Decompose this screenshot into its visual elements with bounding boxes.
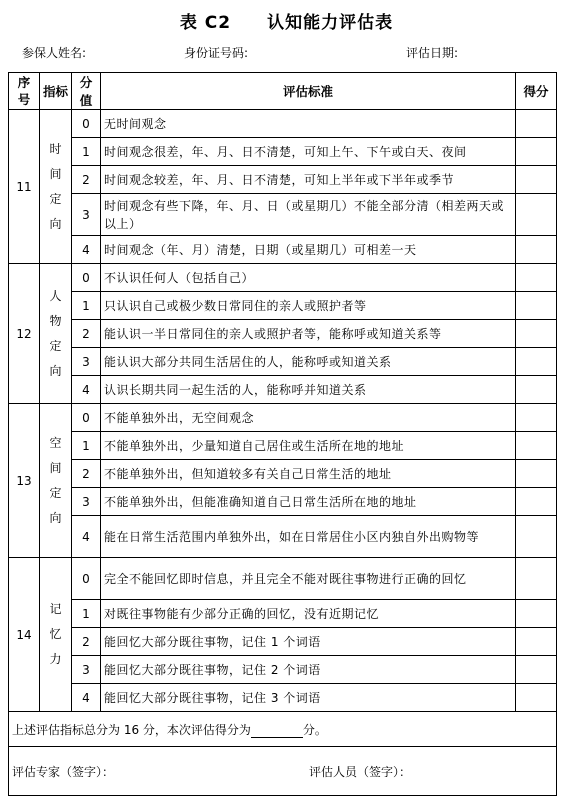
table-row <box>9 236 557 264</box>
table-row <box>9 558 557 600</box>
table-row <box>9 194 557 236</box>
standard-text: 能回忆大部分既往事物，记住 3 个词语 <box>101 684 516 712</box>
score-cell[interactable] <box>516 558 557 600</box>
indicator-text: 空 间 定 向 <box>49 435 62 525</box>
score-value: 3 <box>72 488 101 516</box>
standard-text: 不认识任何人（包括自己） <box>101 264 516 292</box>
summary-cell <box>9 712 557 747</box>
table-row <box>9 320 557 348</box>
standard-text: 能认识大部分共同生活居住的人，能称呼或知道关系 <box>101 348 516 376</box>
score-value: 4 <box>72 236 101 264</box>
score-value: 4 <box>72 516 101 558</box>
score-value: 1 <box>72 292 101 320</box>
score-value: 0 <box>72 558 101 600</box>
summary-text: 上述评估指标总分为 16 分，本次评估得分为 <box>12 722 251 737</box>
score-value: 3 <box>72 194 101 236</box>
standard-text: 只认识自己或极少数日常同住的亲人或照护者等 <box>101 292 516 320</box>
group-indicator <box>40 264 72 404</box>
score-value: 1 <box>72 138 101 166</box>
score-cell[interactable] <box>516 684 557 712</box>
standard-text: 能认识一半日常同住的亲人或照护者等，能称呼或知道关系等 <box>101 320 516 348</box>
score-value: 1 <box>72 600 101 628</box>
score-cell[interactable] <box>516 460 557 488</box>
table-row <box>9 684 557 712</box>
standard-text: 无时间观念 <box>101 110 516 138</box>
score-value: 2 <box>72 320 101 348</box>
score-cell[interactable] <box>516 488 557 516</box>
standard-text: 对既往事物能有少部分正确的回忆，没有近期记忆 <box>101 600 516 628</box>
page-title: 表 C2 认知能力评估表 <box>179 13 394 33</box>
header-standard: 评估标准 <box>101 73 516 110</box>
score-value: 1 <box>72 432 101 460</box>
group-indicator <box>40 558 72 712</box>
standard-text: 认识长期共同一起生活的人，能称呼并知道关系 <box>101 376 516 404</box>
score-value: 0 <box>72 404 101 432</box>
signature-row <box>9 747 557 796</box>
insured-name-label: 参保人姓名: <box>22 46 87 60</box>
table-row <box>9 138 557 166</box>
table-row <box>9 166 557 194</box>
standard-text: 完全不能回忆即时信息，并且完全不能对既往事物进行正确的回忆 <box>101 558 516 600</box>
table-row <box>9 264 557 292</box>
score-cell[interactable] <box>516 348 557 376</box>
standard-text: 时间观念（年、月）清楚，日期（或星期几）可相差一天 <box>101 236 516 264</box>
score-cell[interactable] <box>516 404 557 432</box>
table-row <box>9 488 557 516</box>
table-row <box>9 460 557 488</box>
standard-text: 时间观念较差，年、月、日不清楚，可知上半年或下半年或季节 <box>101 166 516 194</box>
score-value: 2 <box>72 460 101 488</box>
group-seq: 11 <box>9 110 40 264</box>
group-seq: 13 <box>9 404 40 558</box>
header-indicator: 指标 <box>40 73 72 110</box>
expert-signature-label: 评估专家（签字）： <box>12 764 115 779</box>
table-row <box>9 656 557 684</box>
score-cell[interactable] <box>516 264 557 292</box>
table-row <box>9 628 557 656</box>
standard-text: 时间观念很差，年、月、日不清楚，可知上午、下午或白天、夜间 <box>101 138 516 166</box>
group-indicator <box>40 404 72 558</box>
standard-text: 不能单独外出，但知道较多有关自己日常生活的地址 <box>101 460 516 488</box>
score-cell[interactable] <box>516 194 557 236</box>
assessor-signature-label: 评估人员（签字）： <box>309 764 412 779</box>
standard-text: 不能单独外出，但能准确知道自己日常生活所在地的地址 <box>101 488 516 516</box>
score-cell[interactable] <box>516 628 557 656</box>
group-indicator <box>40 110 72 264</box>
header-row <box>9 73 557 110</box>
table-row <box>9 348 557 376</box>
standard-text: 不能单独外出，无空间观念 <box>101 404 516 432</box>
score-cell[interactable] <box>516 320 557 348</box>
table-row <box>9 376 557 404</box>
score-cell[interactable] <box>516 656 557 684</box>
score-cell[interactable] <box>516 166 557 194</box>
standard-text: 能回忆大部分既往事物，记住 2 个词语 <box>101 656 516 684</box>
header-score-value: 分值 <box>72 73 101 110</box>
standard-text: 不能单独外出，少量知道自己居住或生活所在地的地址 <box>101 432 516 460</box>
table-row <box>9 110 557 138</box>
standard-text: 时间观念有些下降，年、月、日（或星期几）不能全部分清（相差两天或以上） <box>101 194 516 236</box>
score-cell[interactable] <box>516 516 557 558</box>
table-row <box>9 516 557 558</box>
score-cell[interactable] <box>516 432 557 460</box>
group-seq: 12 <box>9 264 40 404</box>
score-value: 2 <box>72 628 101 656</box>
indicator-text: 记 忆 力 <box>49 602 62 666</box>
score-value: 3 <box>72 348 101 376</box>
score-value: 0 <box>72 110 101 138</box>
indicator-text: 时 间 定 向 <box>49 141 62 231</box>
standard-text: 能回忆大部分既往事物，记住 1 个词语 <box>101 628 516 656</box>
score-value: 2 <box>72 166 101 194</box>
score-cell[interactable] <box>516 110 557 138</box>
score-cell[interactable] <box>516 600 557 628</box>
summary-unit: 分。 <box>302 722 327 737</box>
id-number-label: 身份证号码: <box>184 46 249 60</box>
group-seq: 14 <box>9 558 40 712</box>
score-cell[interactable] <box>516 138 557 166</box>
header-result: 得分 <box>516 73 557 110</box>
summary-row <box>9 712 557 747</box>
table-row <box>9 600 557 628</box>
table-row <box>9 292 557 320</box>
score-value: 4 <box>72 376 101 404</box>
score-cell[interactable] <box>516 236 557 264</box>
score-value: 3 <box>72 656 101 684</box>
indicator-text: 人 物 定 向 <box>49 288 62 378</box>
assessment-date-label: 评估日期: <box>406 46 459 60</box>
table-row <box>9 432 557 460</box>
assessment-table <box>8 72 557 796</box>
table-row <box>9 404 557 432</box>
score-cell[interactable] <box>516 376 557 404</box>
score-value: 0 <box>72 264 101 292</box>
header-seq: 序号 <box>9 73 40 110</box>
score-value: 4 <box>72 684 101 712</box>
total-score-blank[interactable] <box>251 723 303 738</box>
score-cell[interactable] <box>516 292 557 320</box>
signature-cell <box>9 747 557 796</box>
standard-text: 能在日常生活范围内单独外出，如在日常居住小区内独自外出购物等 <box>101 516 516 558</box>
